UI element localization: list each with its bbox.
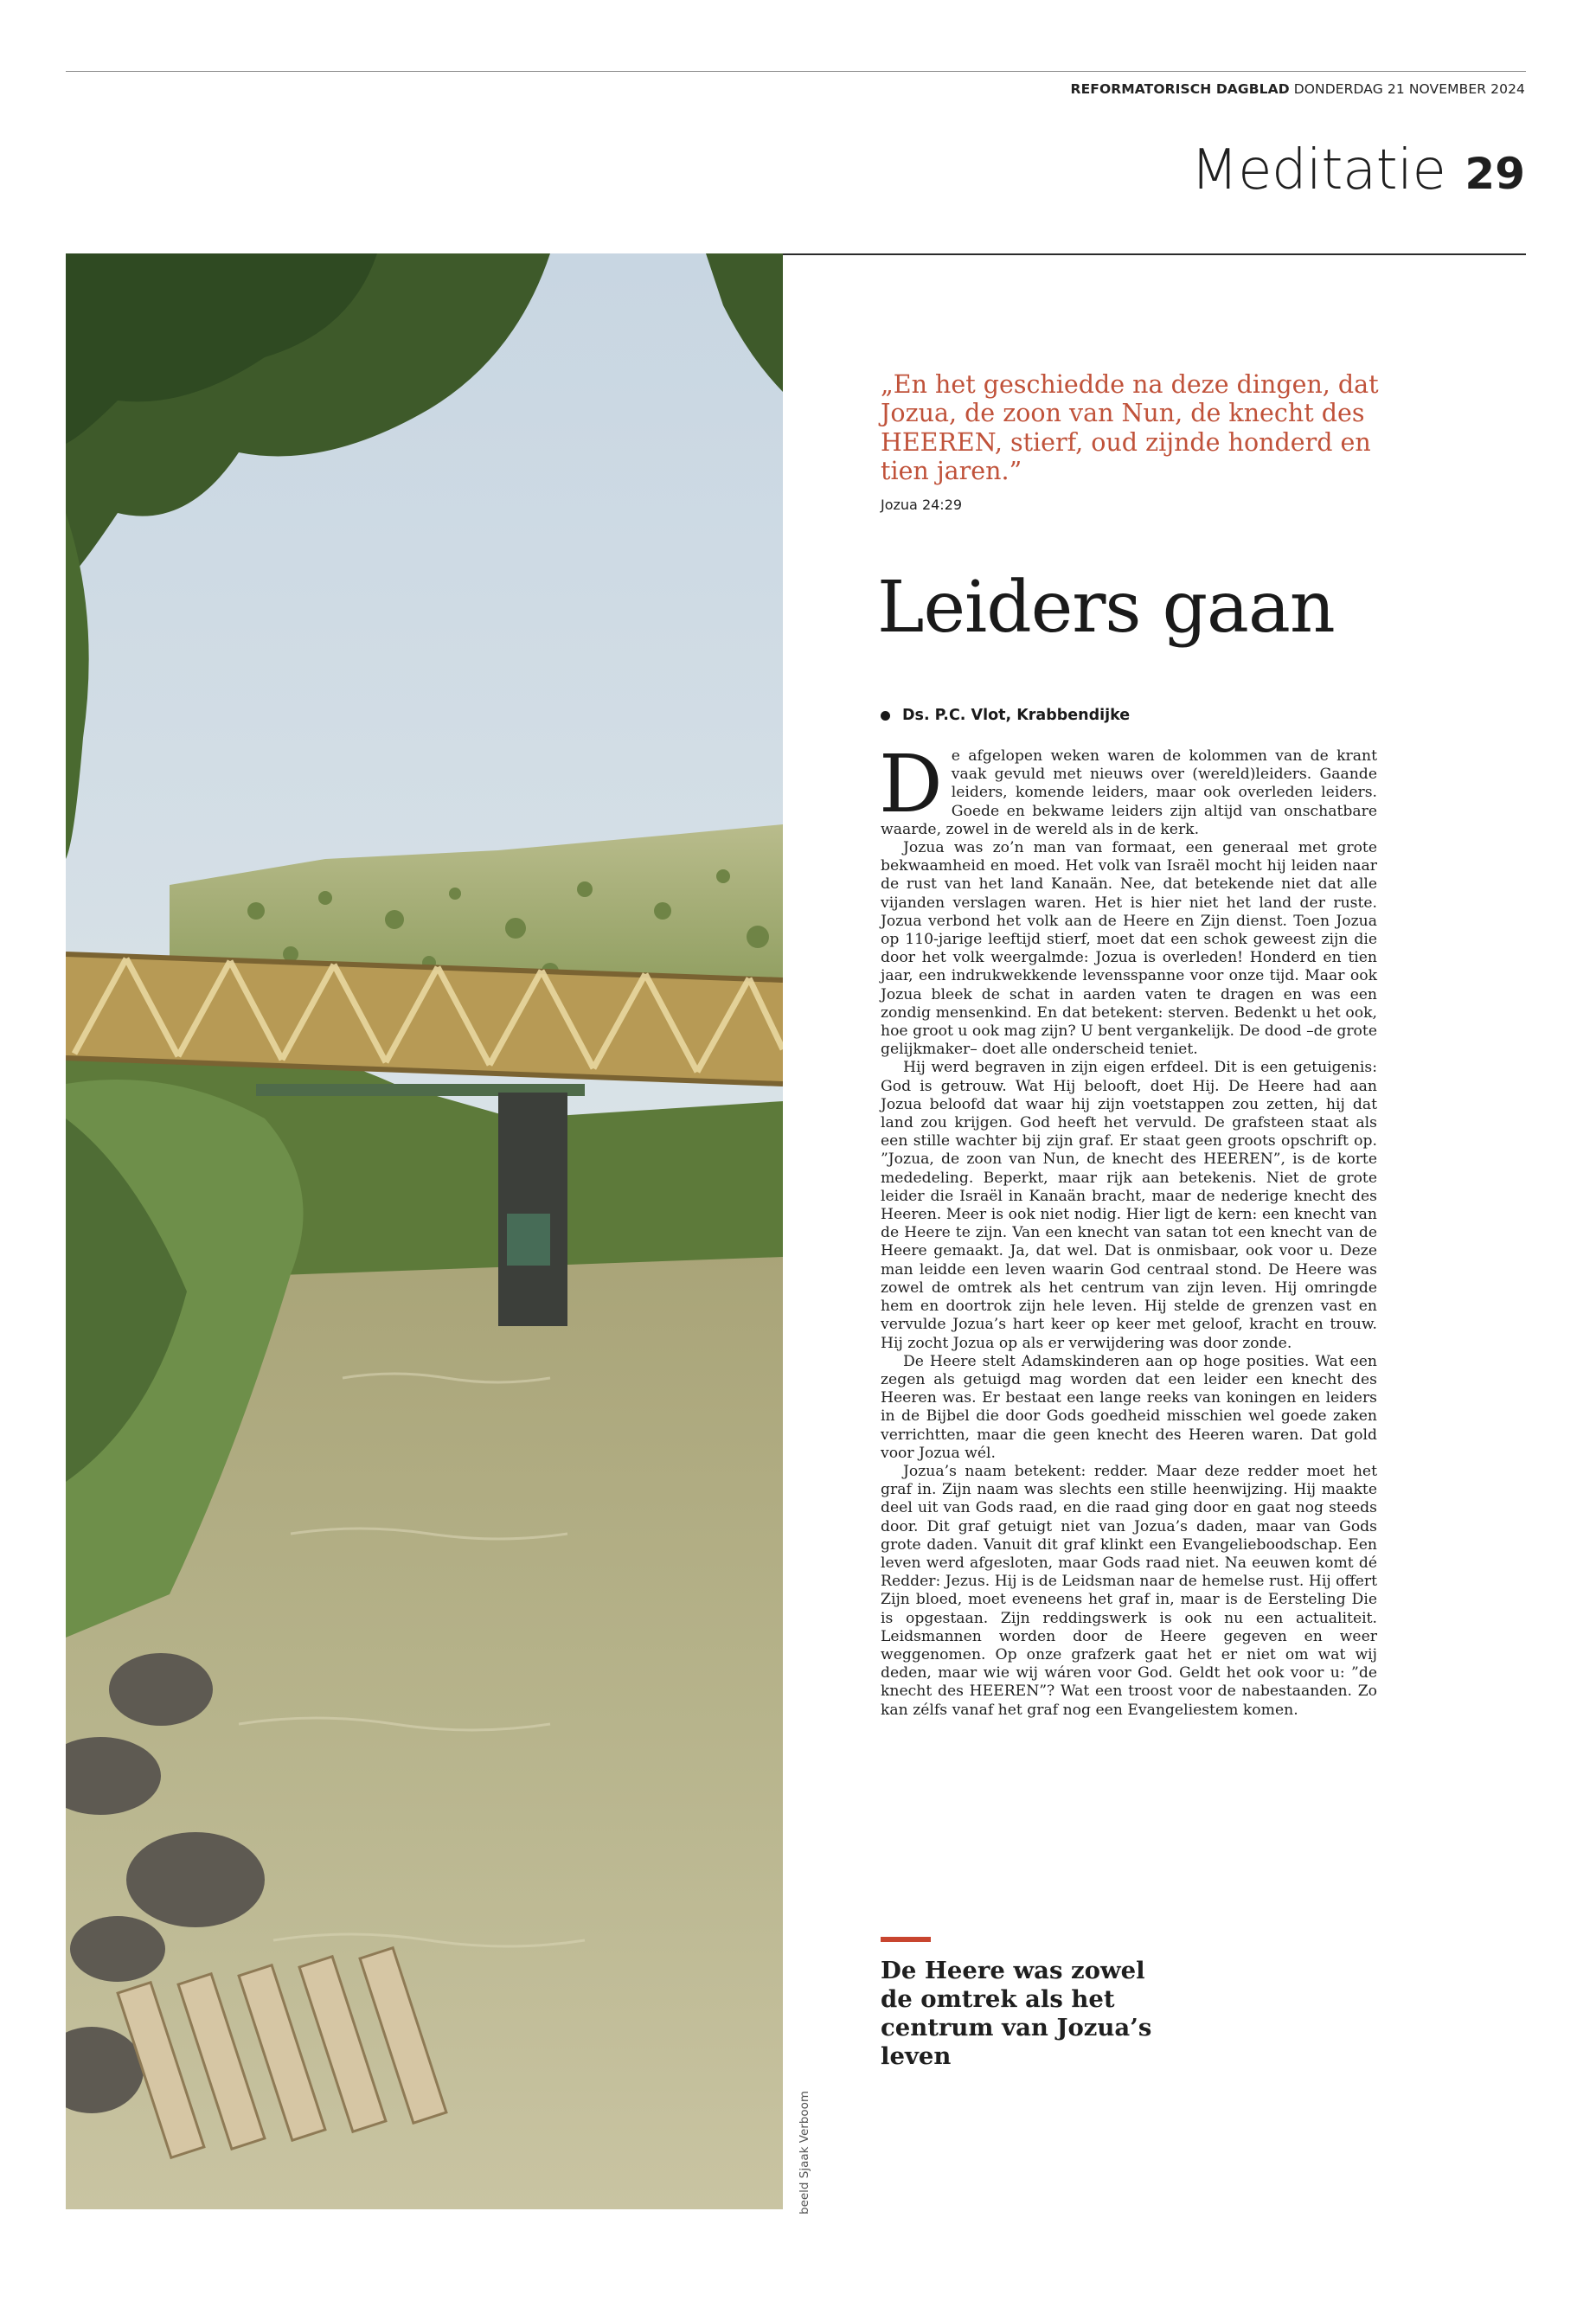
page-number: 29 [1465,149,1525,199]
bullet-icon [881,711,890,721]
paragraph: De afgelopen weken waren de kolommen van de krant vaak gevuld met nieuws over (wereld)leiders. Gaande leiders, komende leiders, maar ook overleden leiders. Goede en bekwame leiders zijn altijd van onschatbare waarde, zowel in de wereld als in de kerk. [879,738,1377,838]
paragraph: Jozua’s naam betekent: redder. Maar deze redder moet het graf in. Zijn naam was slechts een stille heenwijzing. Hij maakte deel uit van Gods raad, en die raad ging door en gaat nog steeds door. Dit graf getuigt niet van Jozua’s daden, maar van Gods grote daden. Vanuit dit graf klinkt een Evangelieboodschap. Een leven werd afgesloten, maar Gods raad niet. Na eeuwen komt dé Redder: Jezus. Hij is de Leidsman naar de hemelse rust. Hij offert Zijn bloed, moet eveneens het graf in, maar is de Eersteling Die is opgestaan. Zijn reddingswerk is ook nu een actualiteit. Leidsmannen worden door de Heere gegeven en weer weggenomen. Op onze grafzerk gaat het er niet om wat wij deden, maar wie wij wáren voor God. Geldt het ook voor u: ”de knecht des HEEREN”? Wat een troost voor de nabestaanden. Zo kan zélfs vanaf het graf nog een Evangeliestem komen. [881,1462,1377,1719]
article-headline: Leiders gaan [877,567,1335,649]
pull-quote: De Heere was zowel de omtrek als het centrum van Jozua’s leven [881,1957,1152,2070]
issue-date: DONDERDAG 21 NOVEMBER 2024 [1293,81,1525,97]
paragraph: Jozua was zo’n man van formaat, een generaal met grote bekwaamheid en moed. Het volk van Israël mocht hij leiden naar de rust van het land Kanaän. Nee, dat betekende niet dat alle vijanden verslagen waren. Het is hier niet het land der ruste. Jozua verbond het volk aan de Heere en Zijn dienst. Toen Jozua op 110-jarige leeftijd stierf, moet dat een schok geweest zijn die door het volk weergalmde: Jozua is overleden! Honderd en tien jaar, een indrukwekkende levensspanne voor onze tijd. Maar ook Jozua bleek de schat in aarden vaten te dragen en was een zondig mensenkind. En dat betekent: sterven. Bedenkt u het ook, hoe groot u ook mag zijn? U bent vergankelijk. De dood –de grote gelijkmaker– doet alle onderscheid teniet. [881,839,1377,1059]
dropcap: D [879,738,943,830]
pull-quote-bar [881,1937,931,1942]
bible-quote: „En het geschiedde na deze dingen, dat Jozua, de zoon van Nun, de knecht des HEEREN, stierf, oud zijnde honderd en tien jaren.” [881,370,1379,486]
section-name: Meditatie [1190,138,1446,202]
article-photo [66,253,783,2209]
masthead [1071,81,1525,97]
newspaper-name: REFORMATORISCH DAGBLAD [1070,81,1290,97]
byline [881,707,1130,724]
article-body [879,738,1377,1720]
author: Ds. P.C. Vlot, Krabbendijke [902,707,1131,724]
section-header [1190,138,1525,202]
paragraph: De Heere stelt Adamskinderen aan op hoge posities. Wat een zegen als getuigd mag worden dat een leider een knecht des Heeren was. Er bestaat een lange reeks van koningen en leiders in de Bijbel die door Gods goedheid misschien wel goede zaken verrichtten, maar die geen knecht des Heeren waren. Dat gold voor Jozua wél. [881,1352,1377,1462]
bible-reference: Jozua 24:29 [881,497,963,513]
bridge-river-illustration [66,253,783,2209]
photo-credit: beeld Sjaak Verboom [798,2090,811,2214]
paragraph: Hij werd begraven in zijn eigen erfdeel. Dit is een getuigenis: God is getrouw. Wat Hij belooft, doet Hij. De Heere had aan Jozua beloofd dat waar hij zijn voetstappen zou zetten, hij dat land zou krijgen. God heeft het vervuld. De grafsteen staat als een stille wachter bij zijn graf. Er staat geen groots opschrift op. ”Jozua, de zoon van Nun, de knecht des HEEREN”, is de korte mededeling. Beperkt, maar rijk aan betekenis. Niet de grote leider die Israël in Kanaän bracht, maar de nederige knecht des Heeren. Meer is ook niet nodig. Hier ligt de kern: een knecht van de Heere te zijn. Van een knecht van satan tot een knecht van de Heere gemaakt. Ja, dat wel. Dat is onmisbaar, ook voor u. Deze man leidde een leven waarin God centraal stond. De Heere was zowel de omtrek als het centrum van zijn leven. Hij omringde hem en doortrok zijn hele leven. Hij stelde de grenzen vast en vervulde Jozua’s hart keer op keer met geloof, kracht en trouw. Hij zocht Jozua op als er verwijdering was door zonde. [881,1059,1377,1352]
top-rule [66,71,1526,72]
